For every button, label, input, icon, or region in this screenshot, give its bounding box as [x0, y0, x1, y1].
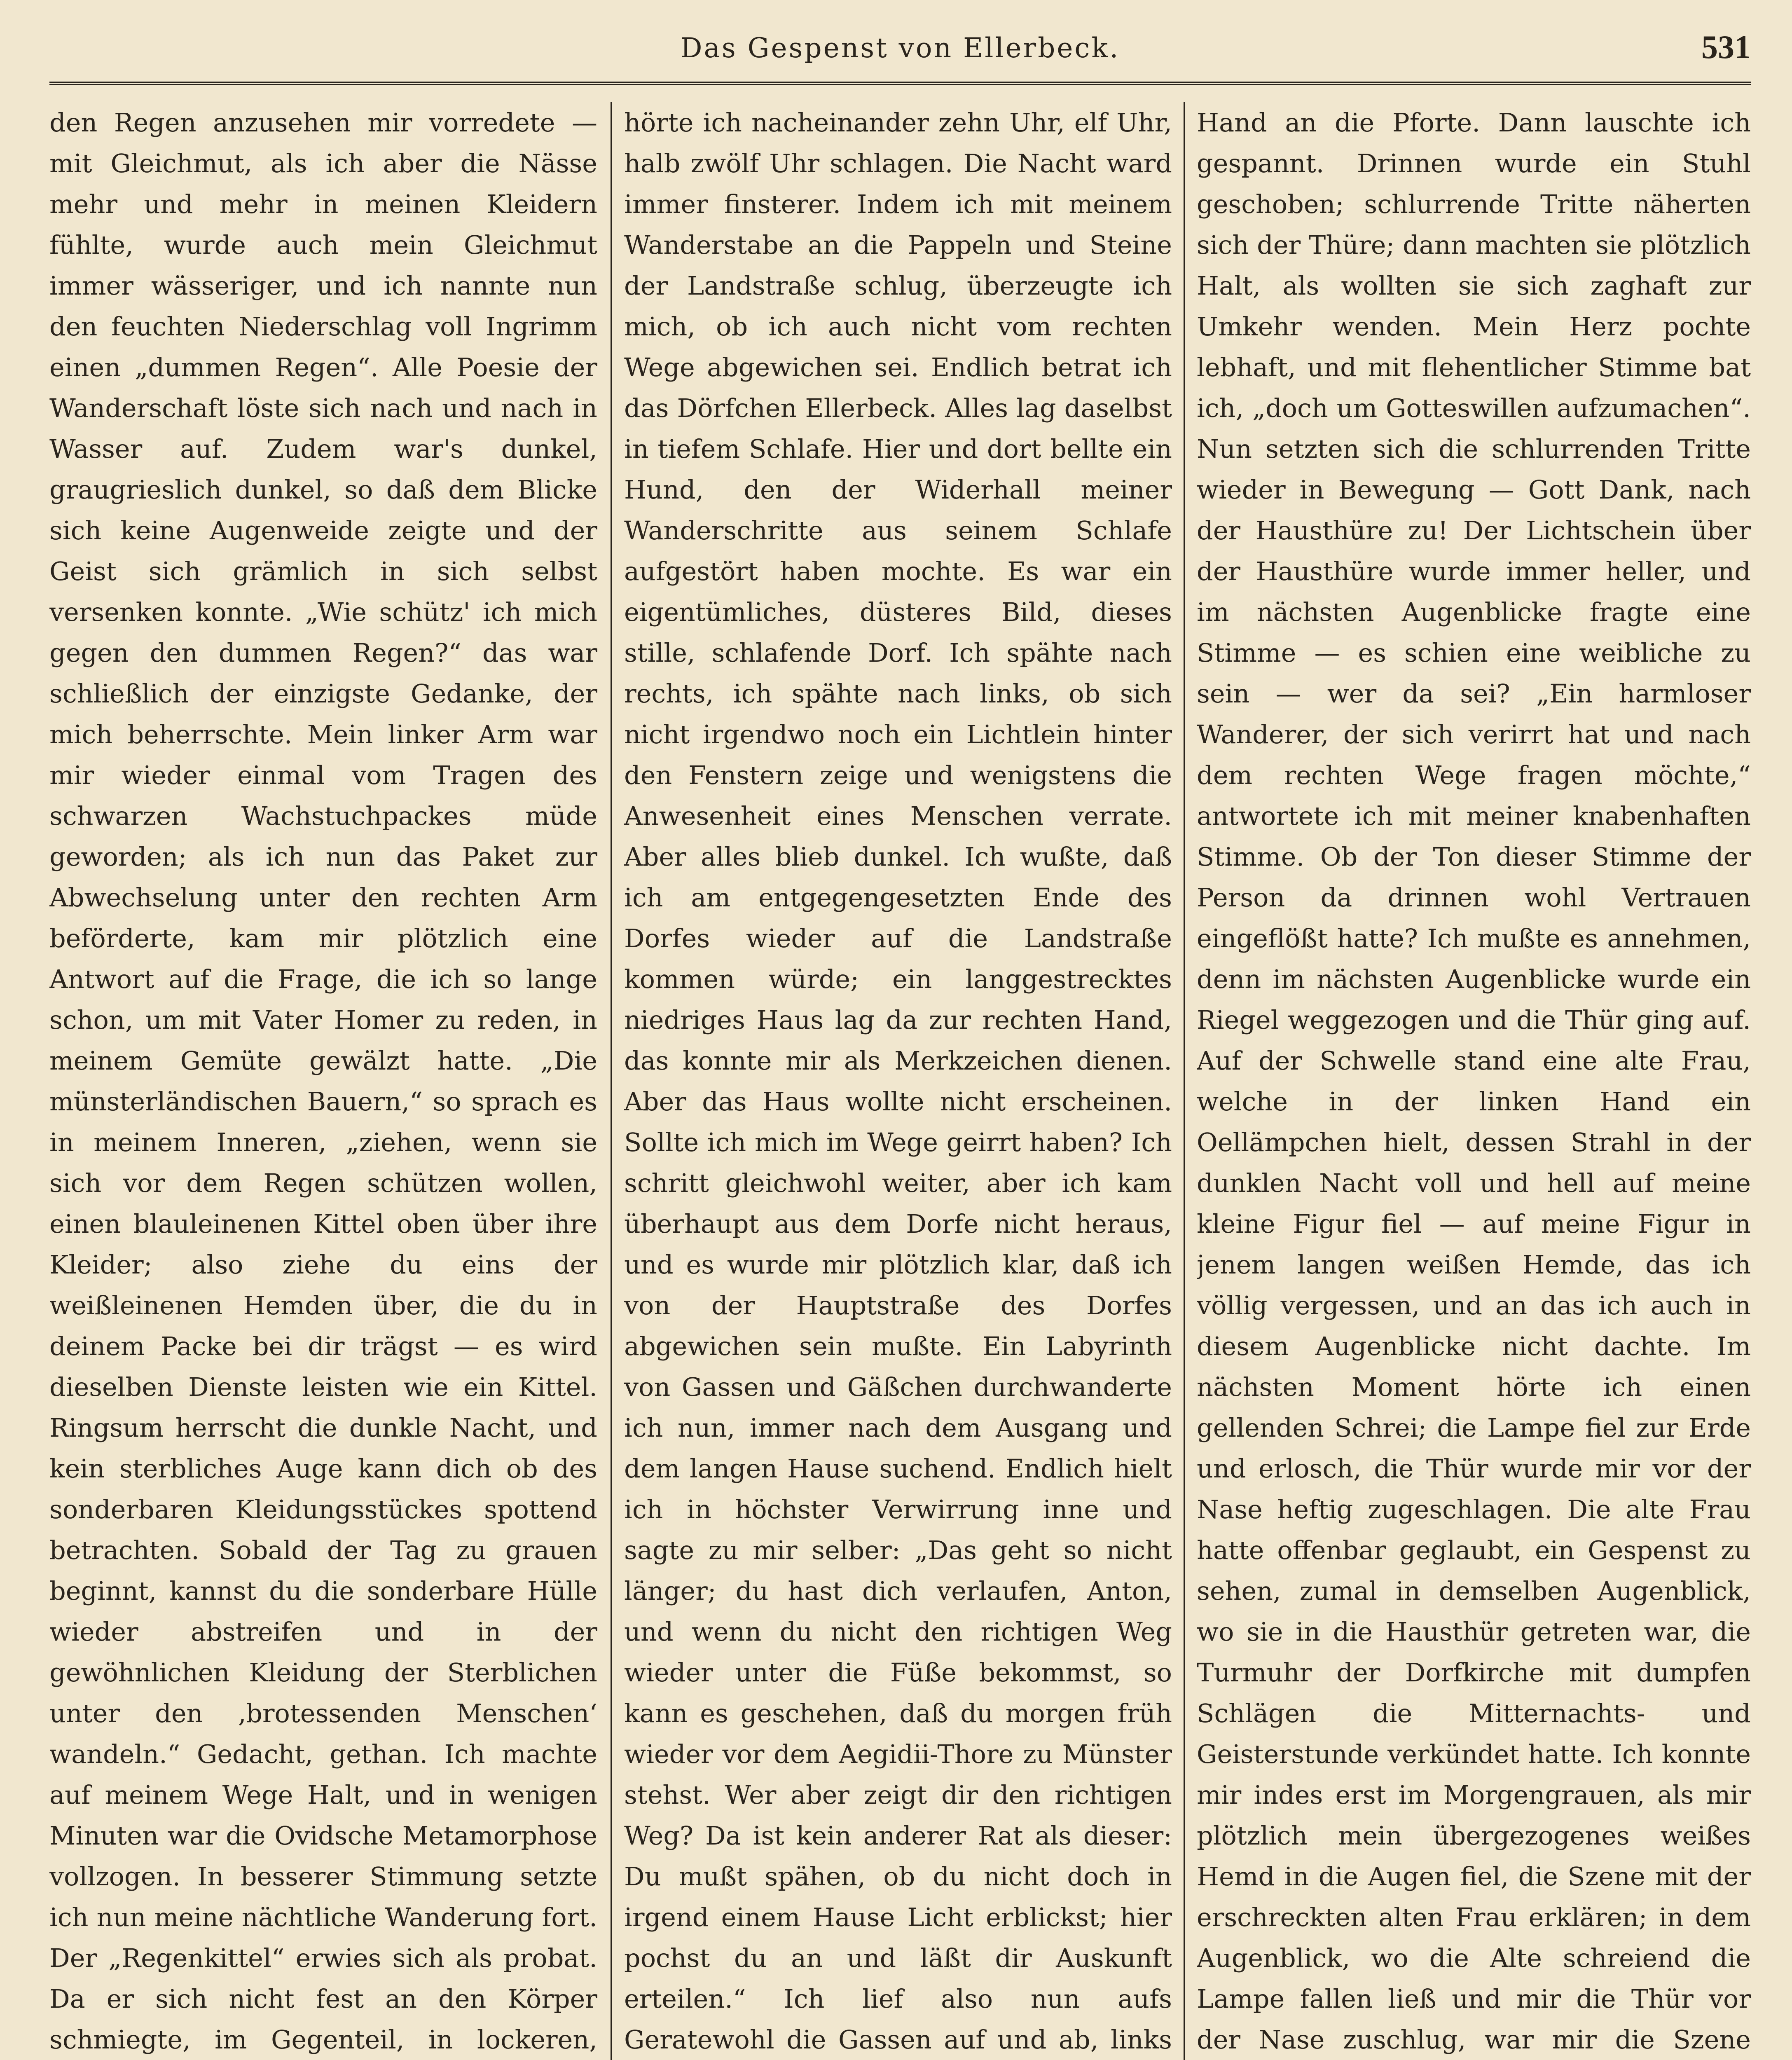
page-number: 531 — [1701, 29, 1751, 66]
column-text: Hand an die Pforte. Dann lauschte ich gespannt. Drinnen wurde ein Stuhl geschoben; schlurrende Tritte näherten sich der Thüre; dann machten sie plötzlich Halt, als wollten sie sich zaghaft zur Umkehr wenden. Mein Herz pochte lebhaft, und mit flehentlicher Stimme bat ich, „doch um Gotteswillen aufzumachen“. Nun setzten sich die schlurrenden Tritte wieder in Bewegung — Gott Dank, nach der Hausthüre zu! Der Lichtschein über der Hausthüre wurde immer heller, und im nächsten Augenblicke fragte eine Stimme — es schien eine weibliche zu sein — wer da sei? „Ein harmloser Wanderer, der sich verirrt hat und nach dem rechten Wege fragen möchte,“ antwortete ich mit meiner knabenhaften Stimme. Ob der Ton dieser Stimme der Person da drinnen wohl Vertrauen eingeflößt hatte? Ich mußte es annehmen, denn im nächsten Augenblicke wurde ein Riegel weggezogen und die Thür ging auf. Auf der Schwelle stand eine alte Frau, welche in der linken Hand ein Oellämpchen hielt, dessen Strahl in der dunklen Nacht voll und hell auf meine kleine Figur fiel — auf meine Figur in jenem langen weißen Hemde, das ich völlig vergessen, und an das ich auch in diesem Augenblicke nicht dachte. Im nächsten Moment hörte ich einen gellenden Schrei; die Lampe fiel zur Erde und erlosch, die Thür wurde mir vor der Nase heftig zugeschlagen. Die alte Frau hatte offenbar geglaubt, ein Gespenst zu sehen, zumal in demselben Augenblick, wo sie in die Hausthür getreten war, die Turmuhr der Dorfkirche mit dumpfen Schlägen die Mitternachts- und Geisterstunde verkündet hatte. Ich konnte mir indes erst im Morgengrauen, als mir plötzlich mein übergezogenes weißes Hemd in die Augen fiel, die Szene mit der erschreckten alten Frau erklären; in dem Augenblick, wo die Alte schreiend die Lampe fallen ließ und mir die Thür vor der Nase zuschlug, war mir die Szene — [1197, 108, 1751, 2055]
header-rule — [49, 82, 1751, 85]
column-divider — [1184, 102, 1185, 2060]
running-title: Das Gespenst von Ellerbeck. — [680, 32, 1120, 64]
column-divider — [611, 102, 612, 2060]
text-column-right — [1197, 102, 1751, 2060]
text-column-middle — [624, 102, 1172, 2060]
column-text: hörte ich nacheinander zehn Uhr, elf Uhr, halb zwölf Uhr schlagen. Die Nacht ward immer finsterer. Indem ich mit meinem Wanderstabe an die Pappeln und Steine der Landstraße schlug, überzeugte ich mich, ob ich auch nicht vom rechten Wege abgewichen sei. Endlich betrat ich das Dörfchen Ellerbeck. Alles lag daselbst in tiefem Schlafe. Hier und dort bellte ein Hund, den der Widerhall meiner Wanderschritte aus seinem Schlafe aufgestört haben mochte. Es war ein eigentümliches, düsteres Bild, dieses stille, schlafende Dorf. Ich spähte nach rechts, ich spähte nach links, ob sich nicht irgendwo noch ein Lichtlein hinter den Fenstern zeige und wenigstens die Anwesenheit eines Menschen verrate. Aber alles blieb dunkel. Ich wußte, daß ich am entgegengesetzten Ende des Dorfes wieder auf die Landstraße kommen würde; ein langgestrecktes niedriges Haus lag da zur rechten Hand, das konnte mir als Merkzeichen dienen. Aber das Haus wollte nicht erscheinen. Sollte ich mich im Wege geirrt haben? Ich schritt gleichwohl weiter, aber ich kam überhaupt aus dem Dorfe nicht heraus, und es wurde mir plötzlich klar, daß ich von der Hauptstraße des Dorfes abgewichen sein mußte. Ein Labyrinth von Gassen und Gäßchen durchwanderte ich nun, immer nach dem Ausgang und dem langen Hause suchend. Endlich hielt ich in höchster Verwirrung inne und sagte zu mir selber: „Das geht so nicht länger; du hast dich verlaufen, Anton, und wenn du nicht den richtigen Weg wieder unter die Füße bekommst, so kann es geschehen, daß du morgen früh wieder vor dem Aegidii-Thore zu Münster stehst. Wer aber zeigt dir den richtigen Weg? Da ist kein anderer Rat als dieser: Du mußt spähen, ob du nicht doch in irgend einem Hause Licht erblickst; hier pochst du an und läßt dir Auskunft erteilen.“ Ich lief also nun aufs Geratewohl die Gassen auf und ab, links — [624, 108, 1172, 2055]
column-text: den Regen anzusehen mir vorredete — mit Gleichmut, als ich aber die Nässe mehr und mehr in meinen Kleidern fühlte, wurde auch mein Gleichmut immer wässeriger, und ich nannte nun den feuchten Niederschlag voll Ingrimm einen „dummen Regen“. Alle Poesie der Wanderschaft löste sich nach und nach in Wasser auf. Zudem war's dunkel, graugrieslich dunkel, so daß dem Blicke sich keine Augenweide zeigte und der Geist sich grämlich in sich selbst versenken konnte. „Wie schütz' ich mich gegen den dummen Regen?“ das war schließlich der einzigste Gedanke, der mich beherrschte. Mein linker Arm war mir wieder einmal vom Tragen des schwarzen Wachstuchpackes müde geworden; als ich nun das Paket zur Abwechselung unter den rechten Arm beförderte, kam mir plötzlich eine Antwort auf die Frage, die ich so lange schon, um mit Vater Homer zu reden, in meinem Gemüte gewälzt hatte. „Die münsterländischen Bauern,“ so sprach es in meinem Inneren, „ziehen, wenn sie sich vor dem Regen schützen wollen, einen blauleinenen Kittel oben über ihre Kleider; also ziehe du eins der weißleinenen Hemden über, die du in deinem Packe bei dir trägst — es wird dieselben Dienste leisten wie ein Kittel. Ringsum herrscht die dunkle Nacht, und kein sterbliches Auge kann dich ob des sonderbaren Kleidungsstückes spottend betrachten. Sobald der Tag zu grauen beginnt, kannst du die sonderbare Hülle wieder abstreifen und in der gewöhnlichen Kleidung der Sterblichen unter den ‚brotessenden Menschen‘ wandeln.“ Gedacht, gethan. Ich machte auf meinem Wege Halt, und in wenigen Minuten war die Ovidsche Metamorphose vollzogen. In besserer Stimmung setzte ich nun meine nächtliche Wanderung fort. Der „Regenkittel“ erwies sich als probat. Da er sich nicht fest an den Körper schmiegte, im Gegenteil, in lockeren, — [49, 108, 597, 2055]
text-column-left — [49, 102, 597, 2060]
page-header — [49, 16, 1751, 74]
